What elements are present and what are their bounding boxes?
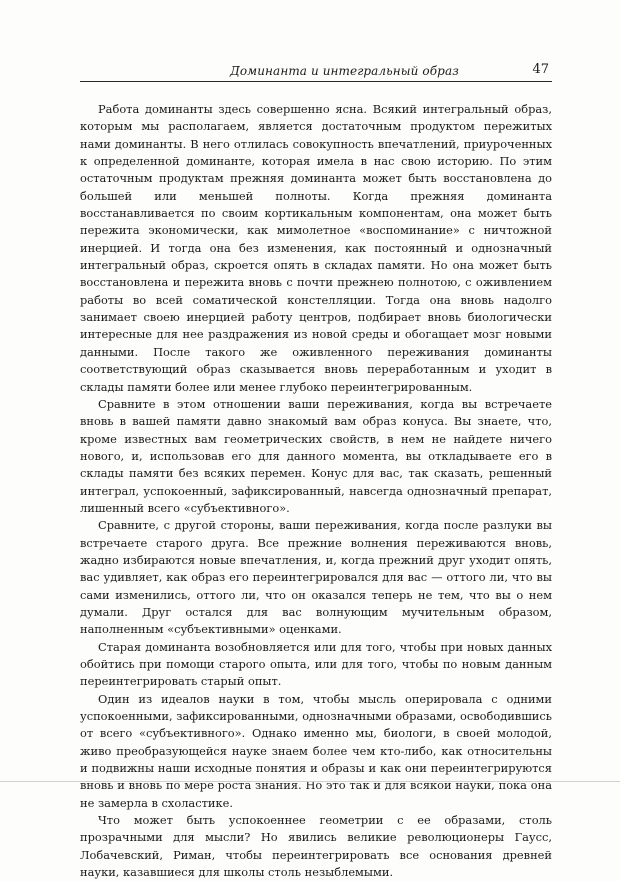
running-head: [80, 63, 552, 82]
page-number: 47: [532, 62, 549, 77]
scan-edge-divider: [0, 781, 620, 782]
body-text: [80, 101, 552, 881]
paragraph-3: Сравните, с другой стороны, ваши переживания, когда после разлуки вы встречаете старого друга. Все прежние волнения переживаются вновь, жадно избираются новые впечатления, и, когда прежний друг уходит опять, вас удивляет, как образ его переинтегрировался для вас — оттого ли, что вы сами изменились, оттого ли, что он оказался теперь не тем, что вы о нем думали. Друг остался для вас волнующим мучительным образом, наполненным «субъективными» оценками.: [80, 518, 552, 637]
paragraph-4: Старая доминанта возобновляется или для того, чтобы при новых данных обойтись при помощи старого опыта, или для того, чтобы по новым данным переинтегрировать старый опыт.: [80, 639, 552, 689]
chapter-title: Доминанта и интегральный образ: [230, 64, 459, 78]
paragraph-1: Работа доминанты здесь совершенно ясна. Всякий интегральный образ, которым мы располагаем, является достаточным продуктом пережитых нами доминанты. В него отлилась совокупность впечатлений, приуроченных к определенной доминанте, которая имела в нас свою историю. По этим остаточным продуктам прежняя доминанта может быть восстановлена до большей или меньшей полноты. Когда прежняя доминанта восстанавливается по своим кортикальным компонентам, она может быть пережита экономически, как мимолетное «воспоминание» с ничтожной инерцией. И тогда она без изменения, как постоянный и однозначный интегральный образ, скроется опять в складах памяти. Но она может быть восстановлена и пережита вновь с почти прежнею полнотою, с оживлением работы во всей соматической констелляции. Тогда она вновь надолго занимает своею инерцией работу центров, подбирает вновь биологически интересные для нее раздражения из новой среды и обогащает мозг новыми данными. После такого же оживленного переживания доминанты соответствующий образ сказывается вновь переработанным и уходит в склады памяти более или менее глубоко переинтегрированным.: [80, 102, 552, 394]
paragraph-2: Сравните в этом отношении ваши переживания, когда вы встречаете вновь в вашей памяти давно знакомый вам образ конуса. Вы знаете, что, кроме известных вам геометрических свойств, в нем не найдете ничего нового, и, использовав его для данного момента, вы откладываете его в склады памяти без всяких перемен. Конус для вас, так сказать, решенный интеграл, успокоенный, зафиксированный, навсегда однозначный препарат, лишенный всего «субъективного».: [80, 396, 552, 515]
paragraph-6: Что может быть успокоеннее геометрии с ее образами, столь прозрачными для мысли? Но явились великие революционеры Гаусс, Лобачевский, Риман, чтобы переинтегрировать все основания древней науки, казавшиеся для школы столь незыблемыми.: [80, 813, 552, 880]
paragraph-5: Один из идеалов науки в том, чтобы мысль оперировала с одними успокоенными, зафиксированными, однозначными образами, освободившись от всего «субъективного». Однако именно мы, биологи, в своей молодой, живо преобразующейся науке знаем более чем кто-либо, как относительны и подвижны наши исходные понятия и образы и как они переинтегрируются вновь и вновь по мере роста знания. Но это так и для всякой науки, пока она не замерла в схоластике.: [80, 691, 552, 810]
